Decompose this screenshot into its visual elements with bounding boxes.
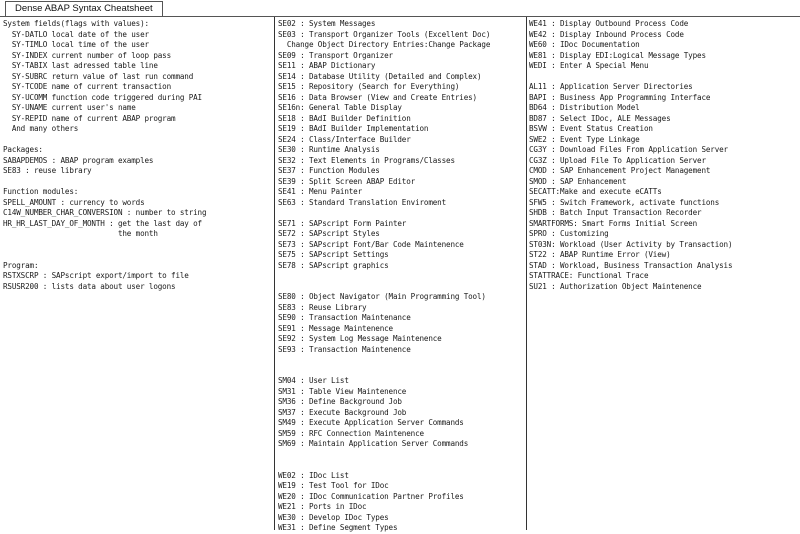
- cheatsheet-line: SECATT:Make and execute eCATTs: [529, 187, 662, 196]
- cheatsheet-line: SE18 : BAdI Builder Definition: [278, 113, 411, 123]
- cheatsheet-line: WEDI : Enter A Special Menu: [529, 61, 649, 70]
- cheatsheet-line: SE83 : Reuse Library: [278, 302, 367, 312]
- cheatsheet-line: WE19 : Test Tool for IDoc: [278, 481, 389, 490]
- cheatsheet-line: HR_HR_LAST_DAY_OF_MONTH : get the last day of: [3, 218, 202, 228]
- cheatsheet-line: WE42 : Display Inbound Process Code: [529, 29, 684, 39]
- cheatsheet-line: CMOD : SAP Enhancement Project Management: [529, 166, 711, 175]
- cheatsheet-line: SM36 : Define Background Job: [278, 397, 402, 406]
- cheatsheet-line: SM37 : Execute Background Job: [278, 407, 407, 417]
- cheatsheet-line: RSTXSCRP : SAPscript export/import to file: [3, 271, 189, 280]
- cheatsheet-line: SE78 : SAPscript graphics: [278, 260, 389, 270]
- cheatsheet-line: CG3Z : Upload File To Application Server: [529, 155, 706, 165]
- cheatsheet-line: BD87 : Select IDoc, ALE Messages: [529, 113, 671, 123]
- cheatsheet-line: SM04 : User List: [278, 376, 349, 385]
- spacer: [3, 250, 271, 261]
- cheatsheet-line: Change Object Directory Entries:Change Package: [278, 40, 491, 49]
- spacer: [278, 282, 526, 293]
- cheatsheet-line: SE63 : Standard Translation Enviroment: [278, 197, 447, 207]
- cheatsheet-line: C14W_NUMBER_CHAR_CONVERSION : number to string: [3, 208, 207, 217]
- cheatsheet-line: SABAPDEMOS : ABAP program examples: [3, 155, 154, 165]
- spacer: [278, 366, 526, 377]
- cheatsheet-line: Packages:: [3, 145, 43, 154]
- spacer: [278, 450, 526, 461]
- cheatsheet-line: SE03 : Transport Organizer Tools (Excellent Doc): [278, 29, 491, 39]
- cheatsheet-line: WE20 : IDoc Communication Partner Profiles: [278, 491, 464, 501]
- column-2: [278, 19, 526, 534]
- cheatsheet-line: SM69 : Maintain Application Server Commands: [278, 439, 469, 448]
- cheatsheet-line: SY-INDEX current number of loop pass: [3, 50, 172, 60]
- cheatsheet-line: WE41 : Display Outbound Process Code: [529, 19, 689, 28]
- cheatsheet-line: SWE2 : Event Type Linkage: [529, 134, 640, 144]
- cheatsheet-line: BD64 : Distribution Model: [529, 103, 640, 112]
- cheatsheet-line: SE91 : Message Maintenence: [278, 323, 393, 333]
- cheatsheet-line: WE21 : Ports in IDoc: [278, 502, 367, 511]
- cheatsheet-line: AL11 : Application Server Directories: [529, 82, 693, 91]
- cheatsheet-line: CG3Y : Download Files From Application Server: [529, 145, 728, 154]
- cheatsheet-line: WE81 : Display EDI:Logical Message Types: [529, 50, 706, 60]
- cheatsheet-line: SE37 : Function Modules: [278, 166, 380, 175]
- cheatsheet-line: SHDB : Batch Input Transaction Recorder: [529, 208, 702, 217]
- cheatsheet-line: SE41 : Menu Painter: [278, 187, 363, 196]
- cheatsheet-line: WE31 : Define Segment Types: [278, 523, 398, 532]
- column-1: [3, 19, 271, 292]
- cheatsheet-line: SM49 : Execute Application Server Commands: [278, 418, 464, 427]
- cheatsheet-line: the month: [3, 229, 158, 238]
- cheatsheet-line: SE15 : Repository (Search for Everything): [278, 82, 460, 91]
- cheatsheet-line: SE32 : Text Elements in Programs/Classes: [278, 155, 455, 165]
- cheatsheet-line: SE02 : System Messages: [278, 19, 376, 28]
- cheatsheet-line: STAD : Workload, Business Transaction Analysis: [529, 260, 733, 270]
- cheatsheet-line: SE19 : BAdI Builder Implementation: [278, 124, 429, 133]
- cheatsheet-line: BAPI : Business App Programming Interface: [529, 92, 711, 102]
- cheatsheet-line: SPELL_AMOUNT : currency to words: [3, 197, 145, 207]
- cheatsheet-line: RSUSR200 : lists data about user logons: [3, 281, 176, 291]
- spacer: [278, 208, 526, 219]
- cheatsheet-line: SY-REPID name of current ABAP program: [3, 113, 176, 123]
- cheatsheet-line: SM31 : Table View Maintenence: [278, 386, 407, 396]
- cheatsheet-line: SE83 : reuse library: [3, 166, 92, 175]
- cheatsheet-line: SFW5 : Switch Framework, activate functions: [529, 197, 720, 207]
- cheatsheet-line: SY-SUBRC return value of last run command: [3, 71, 194, 81]
- cheatsheet-line: SY-TABIX last adressed table line: [3, 61, 158, 70]
- cheatsheet-line: SY-UNAME current user's name: [3, 103, 136, 112]
- cheatsheet-line: SY-UCOMM function code triggered during PAI: [3, 92, 202, 102]
- cheatsheet-line: SE90 : Transaction Maintenance: [278, 313, 411, 322]
- cheatsheet-line: SE71 : SAPscript Form Painter: [278, 218, 407, 228]
- cheatsheet-line: WE02 : IDoc List: [278, 470, 349, 480]
- cheatsheet-line: BSVW : Event Status Creation: [529, 124, 653, 133]
- cheatsheet-line: SMARTFORMS: Smart Forms Initial Screen: [529, 218, 698, 228]
- column-3: [529, 19, 797, 292]
- cheatsheet-line: SE30 : Runtime Analysis: [278, 145, 380, 154]
- cheatsheet-line: SE14 : Database Utility (Detailed and Complex): [278, 71, 482, 81]
- cheatsheet-line: SE11 : ABAP Dictionary: [278, 61, 376, 70]
- column-divider-2: [526, 17, 527, 530]
- cheatsheet-line: SE80 : Object Navigator (Main Programming Tool): [278, 292, 486, 301]
- title-divider: [0, 16, 800, 17]
- cheatsheet-line: ST22 : ABAP Runtime Error (View): [529, 250, 671, 259]
- cheatsheet-line: SY-DATLO local date of the user: [3, 29, 149, 39]
- cheatsheet-line: Function modules:: [3, 187, 79, 196]
- cheatsheet-line: SE73 : SAPscript Font/Bar Code Maintenence: [278, 239, 464, 249]
- cheatsheet-line: SE24 : Class/Interface Builder: [278, 134, 411, 144]
- spacer: [3, 135, 271, 146]
- cheatsheet-line: SE93 : Transaction Maintenence: [278, 344, 411, 354]
- cheatsheet-line: SY-TIMLO local time of the user: [3, 40, 149, 49]
- spacer: [3, 177, 271, 188]
- cheatsheet-line: System fields(flags with values):: [3, 19, 149, 28]
- cheatsheet-line: SMOD : SAP Enhancement: [529, 176, 627, 186]
- spacer: [278, 271, 526, 282]
- cheatsheet-line: WE30 : Develop IDoc Types: [278, 512, 389, 522]
- cheatsheet-line: STATTRACE: Functional Trace: [529, 271, 649, 280]
- cheatsheet-line: SY-TCODE name of current transaction: [3, 82, 172, 91]
- cheatsheet-line: SE09 : Transport Organizer: [278, 50, 393, 60]
- cheatsheet-line: WE60 : IDoc Documentation: [529, 40, 640, 49]
- spacer: [529, 72, 797, 83]
- cheatsheet-line: SE92 : System Log Message Maintenence: [278, 334, 442, 343]
- cheatsheet-line: SE16 : Data Browser (View and Create Entries): [278, 92, 477, 102]
- cheatsheet-line: SU21 : Authorization Object Maintenence: [529, 281, 702, 291]
- cheatsheet-line: SE75 : SAPscript Settings: [278, 250, 389, 259]
- cheatsheet-line: SE72 : SAPscript Styles: [278, 229, 380, 238]
- spacer: [3, 240, 271, 251]
- cheatsheet-line: SPRO : Customizing: [529, 229, 609, 238]
- spacer: [278, 355, 526, 366]
- spacer: [278, 460, 526, 471]
- cheatsheet-line: Program:: [3, 260, 39, 270]
- page-title: Dense ABAP Syntax Cheatsheet: [5, 1, 163, 16]
- cheatsheet-line: SE39 : Split Screen ABAP Editor: [278, 176, 416, 186]
- cheatsheet-line: SM59 : RFC Connection Maintenence: [278, 428, 424, 438]
- column-divider-1: [274, 17, 275, 530]
- cheatsheet-line: SE16n: General Table Display: [278, 103, 402, 112]
- cheatsheet-line: And many others: [3, 124, 79, 133]
- cheatsheet-line: ST03N: Workload (User Activity by Transaction): [529, 239, 733, 249]
